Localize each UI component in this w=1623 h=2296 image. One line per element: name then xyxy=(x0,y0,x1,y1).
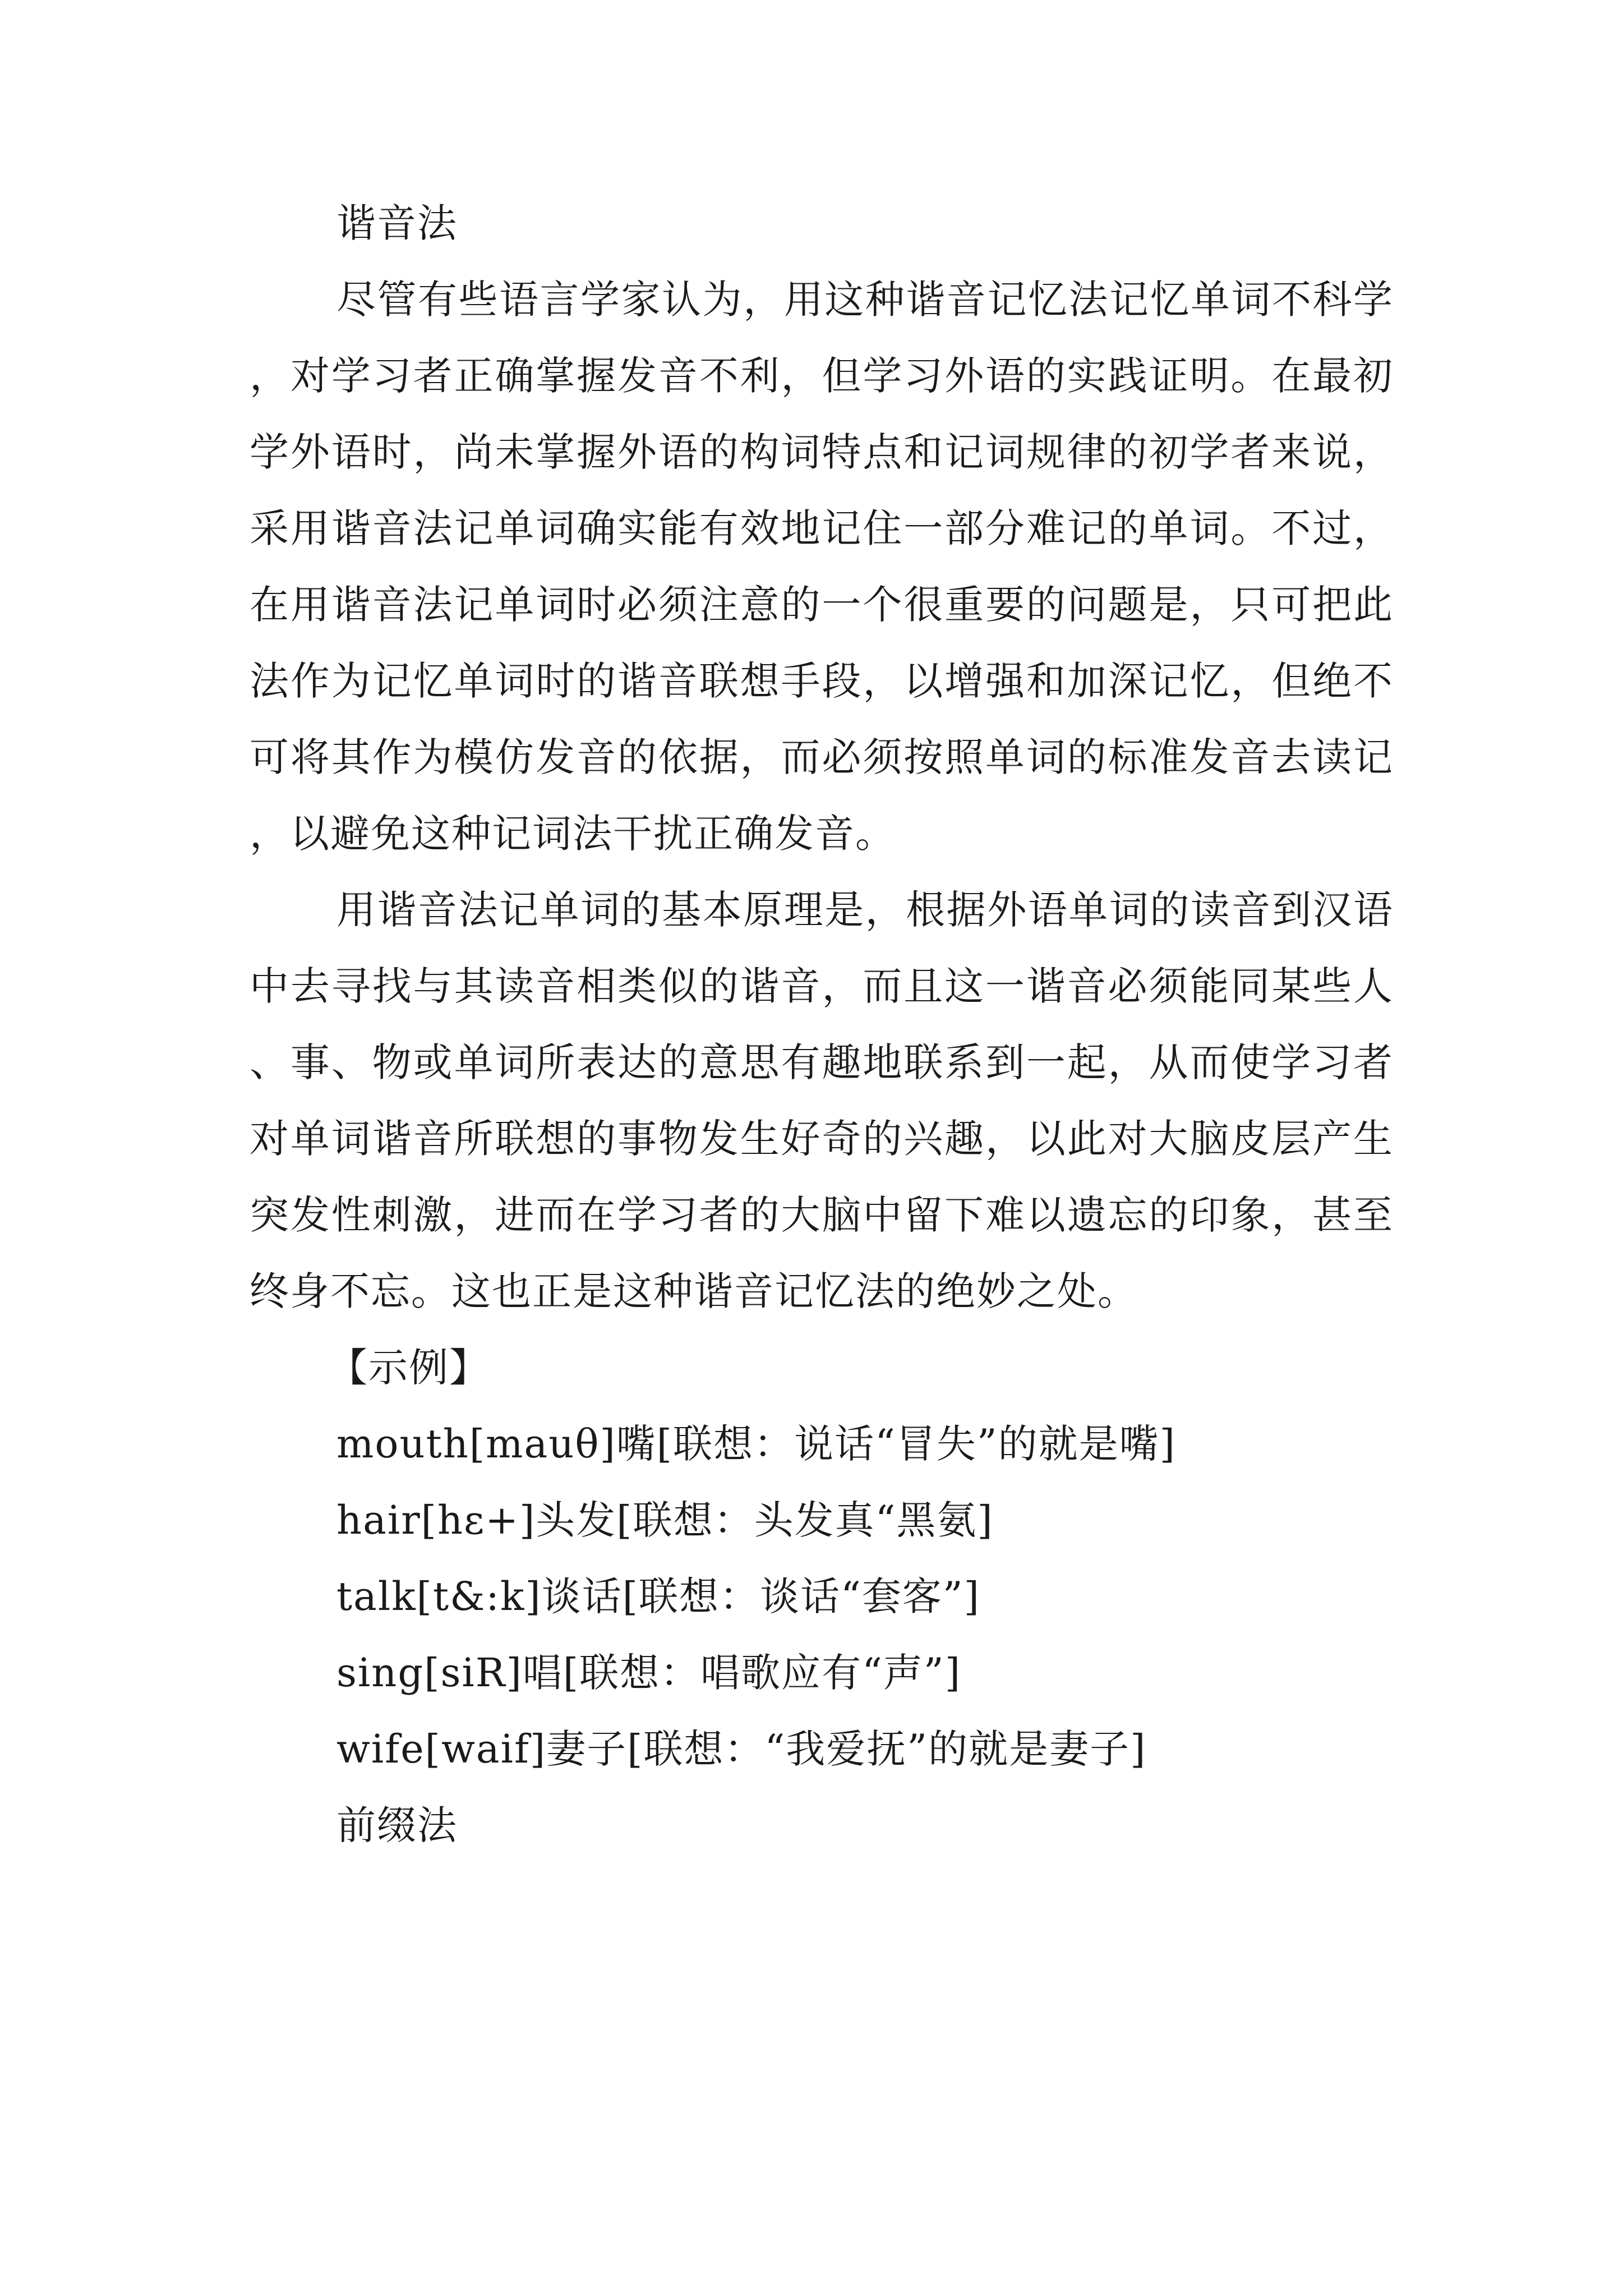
section-title: 谐音法 xyxy=(336,200,458,246)
next-section-title: 前缀法 xyxy=(336,1802,458,1848)
page-content xyxy=(250,185,1394,1864)
example-line: mouth[mauθ]嘴[联想：说话“冒失”的就是嘴] xyxy=(336,1421,1176,1467)
example-line: wife[waif]妻子[联想：“我爱抚”的就是妻子] xyxy=(336,1726,1147,1772)
example-line: sing[siR]唱[联想：唱歌应有“声”] xyxy=(336,1650,962,1696)
paragraph: 用谐音法记单词的基本原理是，根据外语单词的读音到汉语中去寻找与其读音相类似的谐音，而且这一谐音必须能同某些人、事、物或单词所表达的意思有趣地联系到一起，从而使学习者对单词谐音所联想的事物发生好奇的兴趣，以此对大脑皮层产生突发性刺激，进而在学习者的大脑中留下难以遗忘的印象，甚至终身不忘。这也正是这种谐音记忆法的绝妙之处。 xyxy=(250,887,1394,1314)
paragraph: 尽管有些语言学家认为，用这种谐音记忆法记忆单词不科学，对学习者正确掌握发音不利，但学习外语的实践证明。在最初学外语时，尚未掌握外语的构词特点和记词规律的初学者来说，采用谐音法记单词确实能有效地记住一部分难记的单词。不过，在用谐音法记单词时必须注意的一个很重要的问题是，只可把此法作为记忆单词时的谐音联想手段，以增强和加深记忆，但绝不可将其作为模仿发音的依据，而必须按照单词的标准发音去读记，以避免这种记词法干扰正确发音。 xyxy=(250,277,1394,857)
example-heading: 【示例】 xyxy=(328,1345,490,1391)
example-line: talk[t&:k]谈话[联想：谈话“套客”] xyxy=(336,1573,980,1619)
example-line: hair[hε+]头发[联想：头发真“黑氨] xyxy=(336,1497,994,1543)
